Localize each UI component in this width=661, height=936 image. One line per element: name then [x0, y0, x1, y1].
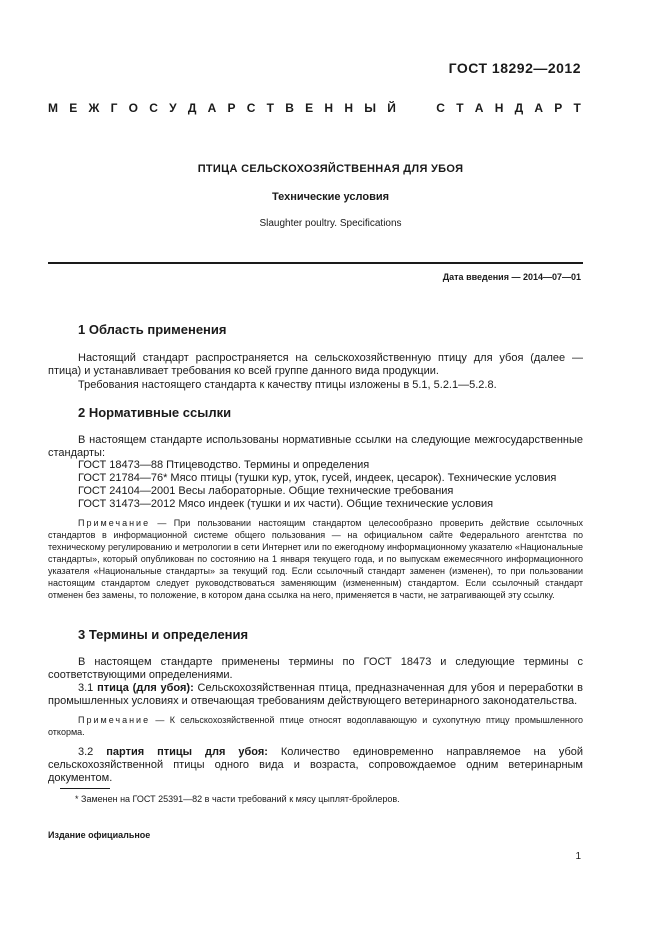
banner-letter: Н [494, 101, 504, 115]
english-title: Slaughter poultry. Specifications [259, 218, 402, 229]
section-2-note [48, 517, 583, 601]
header-divider [48, 262, 583, 264]
document-title: ПТИЦА СЕЛЬСКОХОЗЯЙСТВЕННАЯ ДЛЯ УБОЯ [197, 163, 464, 175]
banner-letter: А [474, 101, 484, 115]
section-3-heading: 3 Термины и определения [78, 627, 249, 642]
page-number: 1 [575, 851, 581, 862]
banner-letter: Ж [88, 101, 100, 115]
banner-letter: Н [324, 101, 334, 115]
banner-gap [407, 101, 425, 115]
definition-3-1 [48, 682, 583, 708]
section-3-paragraph-1 [48, 656, 583, 682]
definition-number: 3.2 [78, 746, 94, 758]
note-label: Примечание [78, 715, 151, 725]
section-1-paragraph-1 [48, 352, 583, 378]
banner-letter: С [149, 101, 158, 115]
document-subtitle: Технические условия [271, 191, 390, 203]
section-1-paragraph-2-text: Требования настоящего стандарта к качеству птицы изложены в 5.1, 5.2.1—5.2.8. [78, 379, 497, 391]
banner-letter: Н [344, 101, 353, 115]
banner-letter: Т [266, 101, 275, 115]
banner-letter: А [207, 101, 217, 115]
banner-letter: Д [514, 101, 524, 115]
note-label: Примечание [78, 518, 151, 528]
banner-letter: Д [187, 101, 197, 115]
banner-letter: М [48, 101, 58, 115]
section-2-paragraph-1-text: В настоящем стандарте использованы нормативные ссылки на следующие межгосударственные стандарты: [48, 434, 583, 459]
banner-letter: Ы [364, 101, 376, 115]
definition-text: Сельскохозяйственная птица, предназначенная для убоя и переработки в промышленных условиях и отвечающая требованиям действующего ветеринарного законодательства. [48, 682, 584, 707]
banner-letter: А [534, 101, 544, 115]
section-3-paragraph-1-text: В настоящем стандарте применены термины по ГОСТ 18473 и следующие термины с соответствующими определениями. [48, 656, 583, 681]
banner-letter: С [436, 101, 445, 115]
banner-letter: Т [456, 101, 464, 115]
section-1-heading: 1 Область применения [78, 322, 227, 337]
note-text: — К сельскохозяйственной птице относят водоплавающую и сухопутную птицу промышленного откорма. [48, 715, 583, 737]
edition-label: Издание официальное [48, 830, 151, 840]
banner-letter: Й [387, 101, 396, 115]
banner-letter: У [169, 101, 177, 115]
banner-letter: С [246, 101, 256, 115]
section-2-paragraph-1 [48, 434, 583, 460]
definition-number: 3.1 [78, 682, 94, 694]
banner-letter: В [285, 101, 294, 115]
section-2-heading: 2 Нормативные ссылки [78, 405, 232, 420]
interstate-standard-banner [48, 101, 581, 115]
reference-item: ГОСТ 18473—88 Птицеводство. Термины и определения [78, 459, 370, 471]
footnote-divider [60, 788, 110, 789]
reference-item: ГОСТ 24104—2001 Весы лабораторные. Общие технические требования [78, 485, 454, 497]
banner-letter: Р [227, 101, 236, 115]
reference-item: ГОСТ 31473—2012 Мясо индеек (тушки и их части). Общие технические условия [78, 498, 494, 510]
footnote: * Заменен на ГОСТ 25391—82 в части требований к мясу цыплят-бройлеров. [75, 794, 400, 804]
definition-term: партия птицы для убоя: [106, 746, 268, 758]
reference-item: ГОСТ 21784—76* Мясо птицы (тушки кур, уток, гусей, индеек, цесарок). Технические условия [78, 472, 557, 484]
banner-letter: Т [573, 101, 581, 115]
note-text: — При пользовании настоящим стандартом целесообразно проверить действие ссылочных стандартов в информационной системе общего пользования — на официальном сайте Федерального агентства по техническому регулированию и метрологии в сети Интернет или по ежегодному информационному указателю «Национальные стандарты», который опубликован по состоянию на 1 января текущего года, и по выпускам ежемесячного информационного указателя «Национальные стандарты» за текущий год. Если ссылочный стандарт заменен (изменен), то при пользовании настоящим стандартом следует руководствоваться заменяющим (измененным) стандартом. Если ссылочный стандарт отменен без замены, то положение, в котором дана ссылка на него, применяется в части, не затрагивающей эту ссылку. [48, 518, 583, 600]
section-3-note [48, 714, 583, 738]
definition-3-2 [48, 746, 583, 785]
banner-letter: Е [69, 101, 78, 115]
introduction-date: Дата введения — 2014—07—01 [442, 272, 581, 282]
banner-letter: Е [305, 101, 314, 115]
section-1-paragraph-2 [48, 379, 583, 392]
banner-letter: О [128, 101, 138, 115]
section-1-paragraph-1-text: Настоящий стандарт распространяется на сельскохозяйственную птицу для убоя (далее — птица) и устанавливает требования ко всей группе данного вида продукции. [48, 352, 583, 377]
banner-letter: Г [110, 101, 118, 115]
definition-term: птица (для убоя): [97, 682, 194, 694]
banner-letter: Р [554, 101, 563, 115]
definition-text: Количество единовременно направляемое на убой сельскохозяйственной птицы одного вида и возраста, сопровождаемое одним ветеринарным документом. [48, 746, 584, 784]
document-number: ГОСТ 18292—2012 [448, 60, 581, 76]
